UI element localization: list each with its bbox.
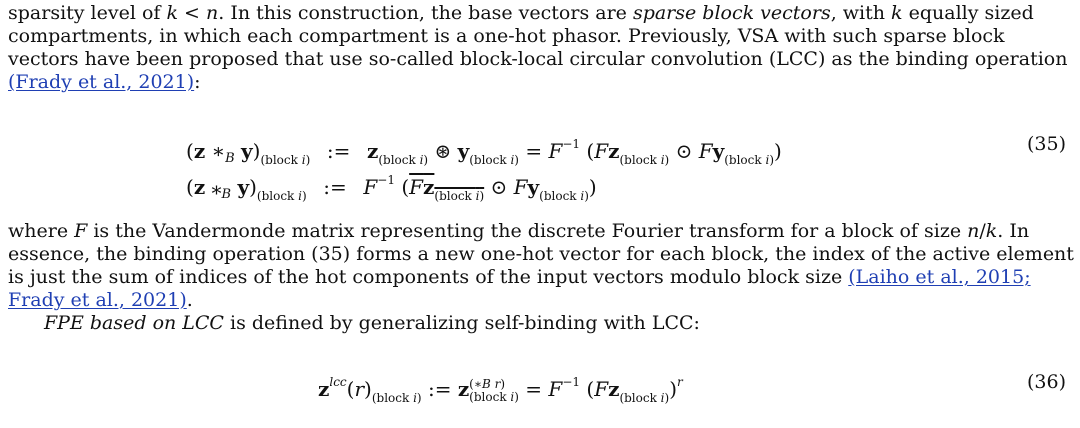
paragraph2-line4 xyxy=(8,289,1068,311)
citation-frady-2021[interactable]: (Frady et al., 2021) xyxy=(8,71,195,93)
paragraph2-period: . xyxy=(186,289,193,311)
citation-colon: : xyxy=(194,71,201,93)
paragraph1-line1: sparsity level of k < n. In this construction, the base vectors are sparse block vectors, with k equally sized xyxy=(8,2,1034,24)
paragraph3-italic: FPE based on LCC xyxy=(44,312,224,334)
paragraph1-line3: vectors have been proposed that use so-called block-local circular convolution (LCC) as the binding operation xyxy=(8,48,1068,70)
equation35-def-1: := xyxy=(326,139,351,163)
paragraph2-line3 xyxy=(8,266,1068,288)
equation35-def-2: := xyxy=(323,175,347,199)
paragraph1-line2: compartments, in which each compartment is a one-hot phasor. Previously, VSA with such sparse block xyxy=(8,25,1005,47)
equation35-line1: (z $∗_B$ $y)_{(block i)}$ := $z_{(block i)}$ ⊛ $y_{(block i)} = F^{-1}$ ($Fz_{(block i)}$ ⊙ $Fy_{(block i)}$) xyxy=(186,137,782,167)
paragraph3 xyxy=(8,312,1080,334)
paragraph1-line4 xyxy=(8,71,1068,93)
citation-laiho-2015[interactable]: (Laiho et al., 2015; xyxy=(848,266,1031,288)
paragraph2-line2: essence, the binding operation (35) forms a new one-hot vector for each block, the index of the active element xyxy=(8,243,1074,265)
equation36: $z^{lcc}(r)_{(block i)}$ := z (∗B r) (block i) = $F^{-1}$ $(Fz_{(block i)})^r$ xyxy=(318,375,683,405)
equation35-line2: (z $⁎_B$ $y)_{(block i)}$ := $F^{-1}$ ($Fz_{(block i)}$ ⊙ $Fy_{(block i)}$) xyxy=(186,173,597,203)
paragraph2-line3-text: is just the sum of indices of the hot components of the input vectors modulo block size xyxy=(8,266,843,288)
equation36-number: (36) xyxy=(1026,371,1066,393)
paragraph3-rest: is defined by generalizing self-binding with LCC: xyxy=(230,312,700,334)
paragraph2-line1: where F is the Vandermonde matrix representing the discrete Fourier transform for a block of size n/k. In xyxy=(8,220,1030,242)
equation35-number: (35) xyxy=(1026,133,1066,155)
citation-frady-2021-b[interactable]: Frady et al., 2021) xyxy=(8,289,187,311)
